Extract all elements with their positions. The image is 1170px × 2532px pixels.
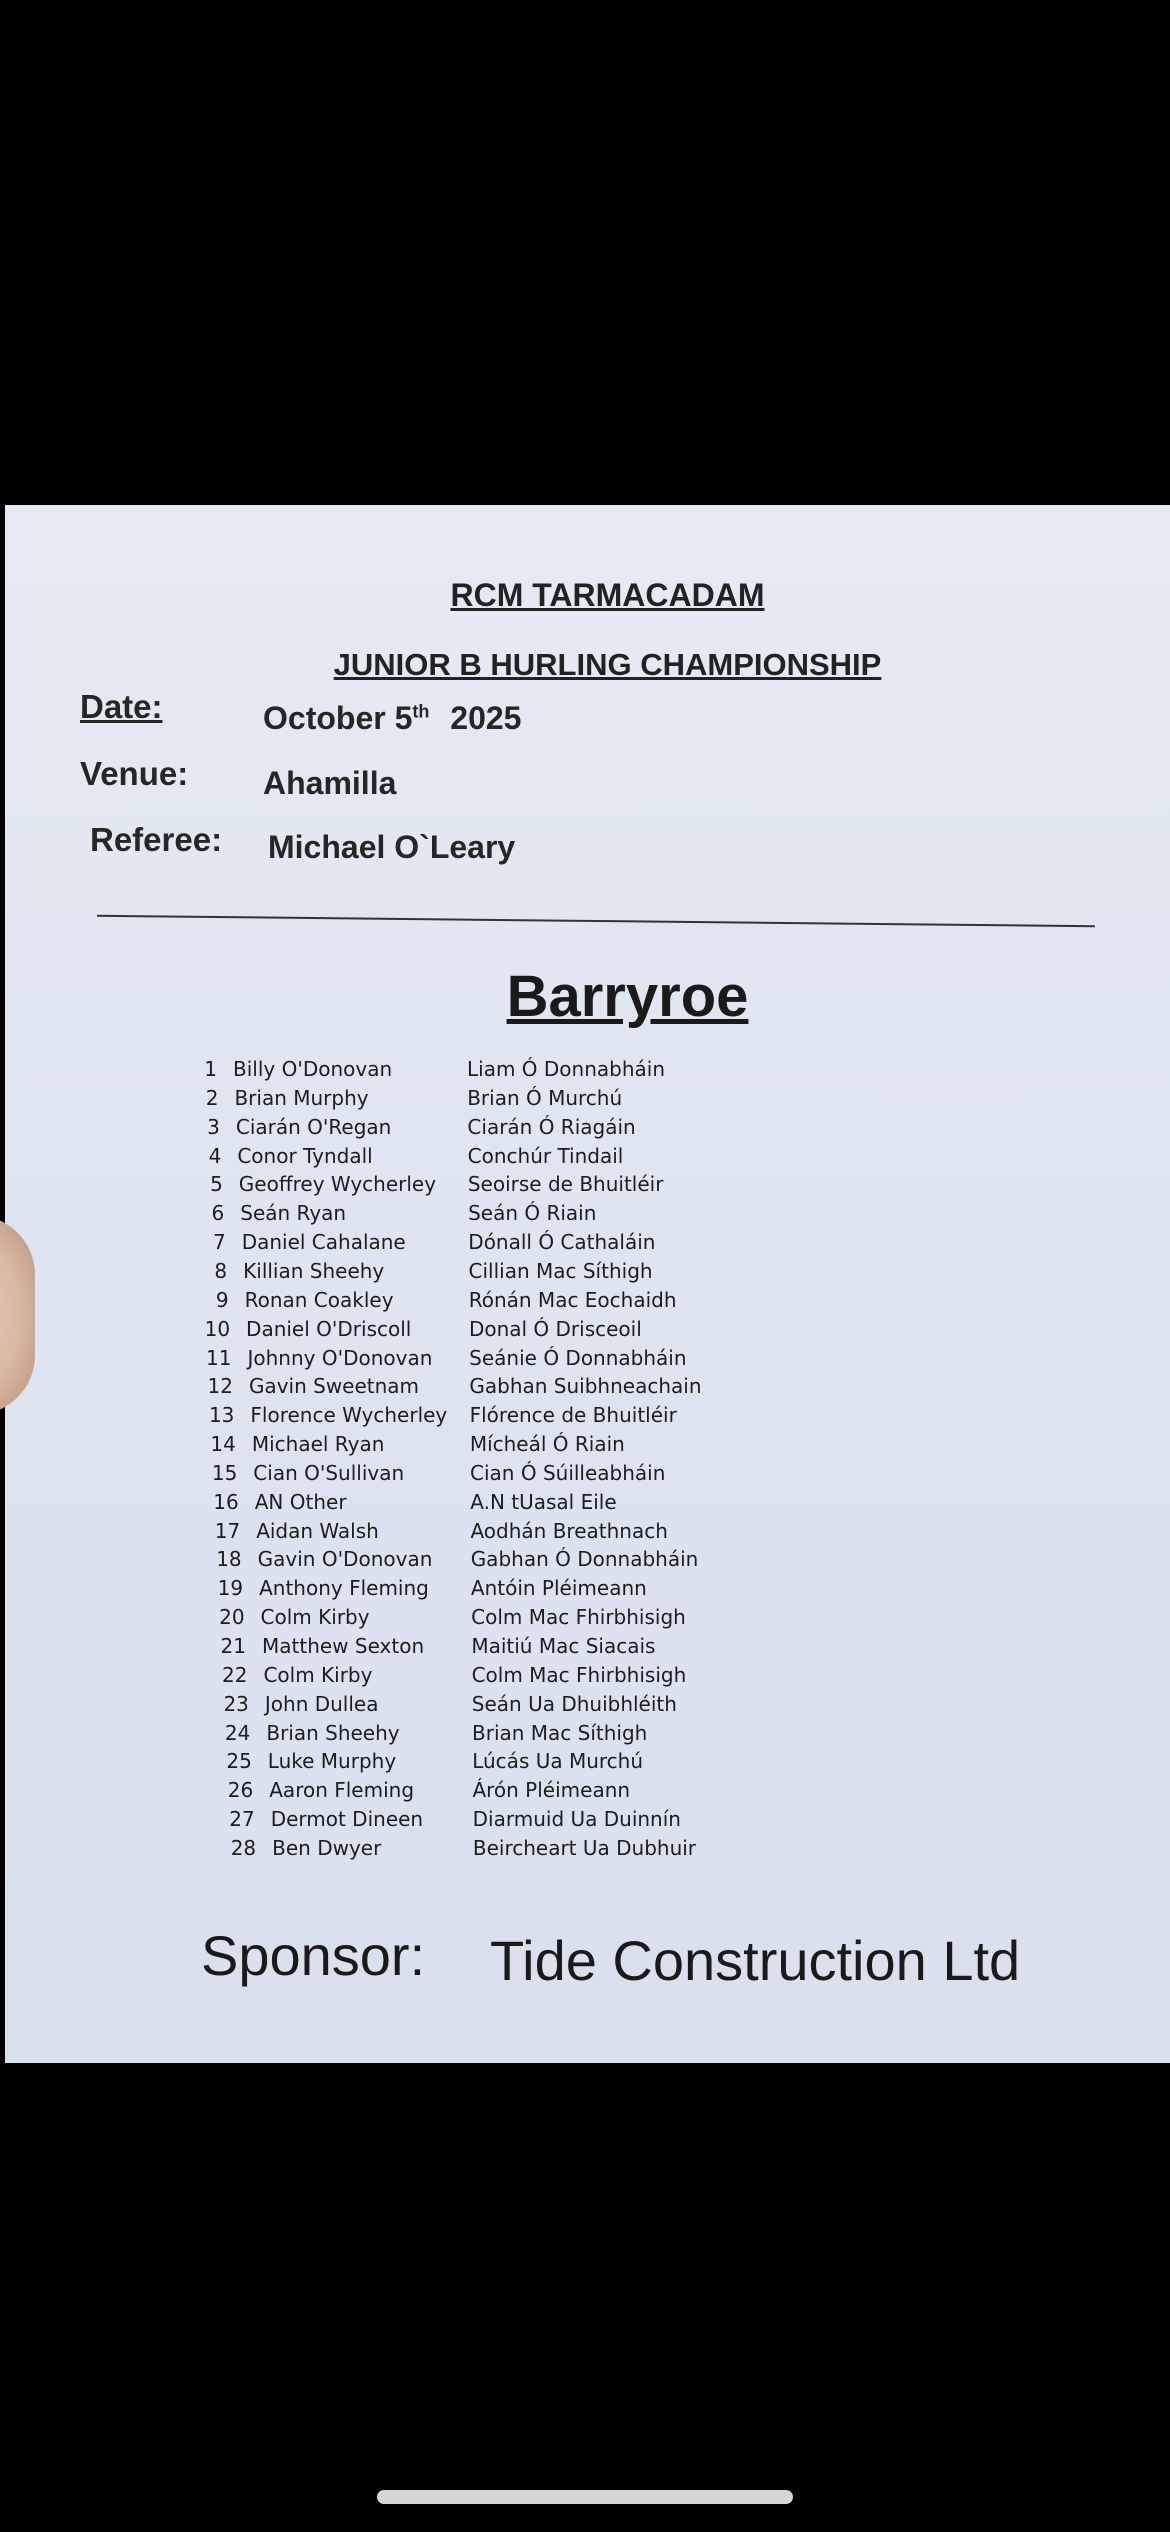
competition-title: JUNIOR B HURLING CHAMPIONSHIP [333, 647, 882, 682]
player-name-english: Seán Ryan [240, 1201, 347, 1226]
player-name-irish: Colm Mac Fhirbhisigh [471, 1605, 686, 1630]
player-name-irish: Antóin Pléimeann [470, 1576, 647, 1601]
player-name-irish: Árón Pléimeann [472, 1778, 631, 1803]
player-name-irish: Donal Ó Drisceoil [468, 1316, 642, 1341]
player-number: 9 [215, 1287, 229, 1312]
sponsor-name: Tide Construction Ltd [490, 1929, 1021, 1992]
player-name-irish: Beircheart Ua Dubhuir [472, 1835, 697, 1860]
player-row [5, 1605, 1170, 1633]
player-row [5, 1346, 1170, 1374]
date-value [263, 700, 521, 737]
player-name-english: Dermot Dineen [270, 1807, 424, 1832]
player-row [5, 1807, 1170, 1835]
player-row [5, 1086, 1170, 1114]
player-name-english: Conor Tyndall [237, 1143, 373, 1168]
player-row [5, 1576, 1170, 1604]
player-row [5, 1374, 1170, 1402]
player-row [5, 1403, 1170, 1431]
player-name-irish: Seánie Ó Donnabháin [469, 1345, 687, 1370]
player-number: 2 [205, 1085, 219, 1110]
player-row [5, 1778, 1170, 1806]
player-number: 28 [230, 1835, 257, 1860]
player-name-english: Aidan Walsh [256, 1518, 379, 1543]
player-row [5, 1519, 1170, 1547]
player-name-english: Ciarán O'Regan [235, 1114, 392, 1139]
player-row [5, 1547, 1170, 1575]
player-row [5, 1749, 1170, 1777]
player-row [5, 1144, 1170, 1172]
player-number: 17 [214, 1518, 241, 1543]
referee-label: Referee: [90, 821, 223, 858]
date-day: October 5 [263, 700, 413, 736]
player-number: 3 [207, 1114, 220, 1139]
player-name-english: Daniel O'Driscoll [246, 1316, 412, 1341]
player-name-english: Colm Kirby [260, 1605, 370, 1630]
player-name-irish: Seán Ó Riain [468, 1201, 597, 1226]
player-number: 11 [206, 1345, 232, 1370]
player-name-irish: Rónán Mac Eochaidh [468, 1287, 677, 1312]
player-number: 25 [226, 1749, 252, 1774]
date-year: 2025 [450, 700, 522, 736]
player-name-english: Daniel Cahalane [241, 1230, 406, 1255]
player-number: 12 [207, 1374, 233, 1399]
player-name-irish: Brian Mac Síthigh [472, 1720, 648, 1745]
player-name-irish: Maitiú Mac Siacais [471, 1634, 656, 1658]
player-name-irish: A.N tUasal Eile [470, 1489, 617, 1514]
player-name-english: Gavin Sweetnam [248, 1374, 420, 1399]
player-number: 16 [213, 1489, 239, 1514]
date-suffix: th [412, 701, 430, 722]
player-row [5, 1259, 1170, 1287]
player-row [5, 1115, 1170, 1143]
player-number: 20 [219, 1605, 245, 1630]
player-number: 8 [214, 1258, 228, 1283]
player-number: 1 [204, 1057, 217, 1081]
player-name-english: Cian O'Sullivan [253, 1460, 405, 1485]
player-row [5, 1634, 1170, 1662]
player-name-english: Gavin O'Donovan [257, 1547, 433, 1572]
player-number: 18 [216, 1547, 242, 1572]
player-number: 7 [212, 1230, 226, 1255]
player-name-irish: Colm Mac Fhirbhisigh [471, 1662, 687, 1687]
player-number: 14 [210, 1432, 236, 1457]
player-row [5, 1692, 1170, 1720]
player-name-irish: Liam Ó Donnabháin [467, 1057, 665, 1081]
player-name-irish: Gabhan Suibhneachain [469, 1374, 702, 1399]
player-name-english: Florence Wycherley [250, 1403, 448, 1428]
player-name-irish: Seoirse de Bhuitléir [467, 1172, 664, 1197]
player-name-english: John Dullea [264, 1691, 379, 1716]
player-number: 5 [210, 1172, 223, 1197]
player-row [5, 1721, 1170, 1749]
player-name-irish: Lúcás Ua Murchú [472, 1749, 644, 1774]
player-row [5, 1057, 1170, 1085]
player-name-english: Colm Kirby [263, 1662, 373, 1687]
player-name-irish: Diarmuid Ua Duinnín [472, 1807, 681, 1832]
player-number: 4 [208, 1143, 222, 1168]
venue-label: Venue: [80, 755, 189, 792]
team-sheet-paper [5, 505, 1170, 2063]
player-row [5, 1288, 1170, 1316]
player-name-irish: Aodhán Breathnach [470, 1518, 668, 1543]
venue-value: Ahamilla [263, 765, 397, 801]
player-name-irish: Flórence de Bhuitléir [469, 1403, 677, 1428]
player-number: 21 [220, 1634, 246, 1658]
player-name-english: Anthony Fleming [259, 1576, 429, 1601]
player-name-english: Johnny O'Donovan [247, 1345, 433, 1370]
player-number: 22 [221, 1662, 248, 1687]
home-indicator[interactable] [377, 2490, 793, 2504]
date-label: Date: [80, 688, 163, 725]
player-number: 10 [204, 1316, 231, 1341]
player-name-irish: Brian Ó Murchú [467, 1085, 623, 1110]
player-row [5, 1461, 1170, 1489]
player-name-english: Ronan Coakley [244, 1287, 394, 1312]
player-row [5, 1432, 1170, 1460]
player-row [5, 1201, 1170, 1229]
player-number: 6 [211, 1201, 225, 1226]
player-row [5, 1317, 1170, 1345]
player-row [5, 1490, 1170, 1518]
player-name-irish: Dónall Ó Cathaláin [468, 1230, 656, 1255]
player-name-english: Geoffrey Wycherley [238, 1172, 437, 1197]
player-name-irish: Ciarán Ó Riagáin [467, 1114, 636, 1139]
player-name-irish: Cillian Mac Síthigh [468, 1258, 653, 1283]
player-number: 15 [211, 1460, 238, 1485]
player-row [5, 1230, 1170, 1258]
player-name-english: Luke Murphy [267, 1749, 397, 1774]
player-row [5, 1836, 1170, 1864]
divider-line [97, 915, 1095, 927]
player-name-irish: Mícheál Ó Riain [469, 1432, 625, 1457]
player-number: 26 [227, 1778, 254, 1803]
player-number: 23 [223, 1691, 249, 1716]
referee-value: Michael O`Leary [268, 829, 516, 865]
competition-sponsor-title: RCM TARMACADAM [450, 577, 765, 613]
sponsor-label: Sponsor: [201, 1924, 426, 1987]
player-number: 19 [217, 1576, 244, 1601]
player-name-english: Matthew Sexton [262, 1634, 425, 1658]
player-name-irish: Conchúr Tindail [467, 1143, 624, 1168]
player-number: 27 [229, 1807, 255, 1832]
team-name: Barryroe [506, 964, 749, 1029]
player-name-irish: Seán Ua Dhuibhléith [471, 1691, 677, 1716]
player-name-english: Billy O'Donovan [233, 1057, 393, 1081]
player-row [5, 1172, 1170, 1200]
player-name-irish: Gabhan Ó Donnabháin [470, 1547, 699, 1572]
player-number: 13 [208, 1403, 235, 1428]
player-name-english: Killian Sheehy [243, 1258, 385, 1283]
player-row [5, 1663, 1170, 1691]
player-name-irish: Cian Ó Súilleabháin [470, 1460, 666, 1485]
player-name-english: Brian Murphy [234, 1085, 369, 1110]
player-name-english: Aaron Fleming [269, 1778, 415, 1803]
player-name-english: Ben Dwyer [272, 1835, 382, 1860]
player-number: 24 [224, 1720, 251, 1745]
player-name-english: Michael Ryan [251, 1432, 385, 1457]
player-name-english: AN Other [254, 1489, 347, 1514]
player-name-english: Brian Sheehy [266, 1720, 400, 1745]
